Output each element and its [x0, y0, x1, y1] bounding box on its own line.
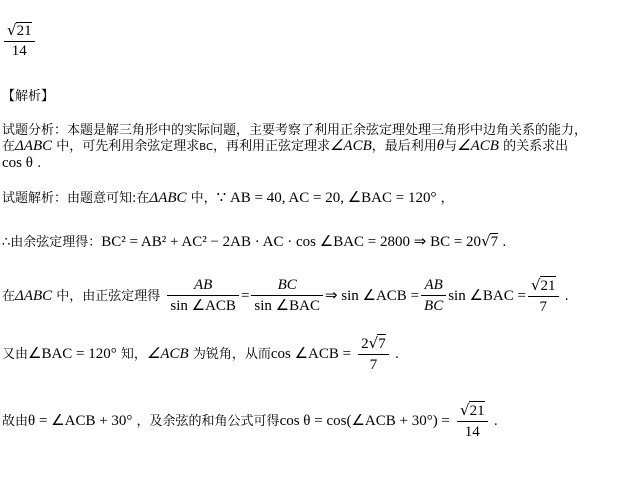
top-answer [2, 22, 37, 60]
top-answer-fraction: $\frac{√21}{14}$ [4, 22, 35, 60]
solution-line-2: ∴由余弦定理得：BC² = AB² + AC² − 2AB · AC · cos ∠BAC = 2800 ⇒ BC = 20√7 . [2, 232, 507, 250]
analysis-heading: 【解析】 [2, 89, 55, 104]
sine-law-fraction-2: $\frac{BC}{\text{sin ∠BAC}}$ [251, 276, 323, 315]
solution-line-3: 在ΔABC 中，由正弦定理得 $\frac{AB}{\text{sin ∠ACB}}$ = $\frac{BC}{\text{sin ∠BAC}}$ ⇒ sin ∠ACB = $\frac{AB}{BC}$ sin ∠BAC = $\frac{√21}{7}$ . [2, 275, 569, 315]
cos-theta-fraction: $\frac{√21}{14}$ [457, 401, 488, 441]
analysis-line-3: cos θ . [2, 155, 42, 171]
solution-line-1: 试题解析：由题意可知:在ΔABC 中，∵ AB = 40, AC = 20, ∠BAC = 120° ， [2, 190, 454, 206]
solution-line-4: 又由∠BAC = 120° 知，∠ACB 为锐角，从而cos ∠ACB = $\frac{2√7}{7}$ . [2, 333, 399, 373]
cos-acb-fraction: $\frac{2√7}{7}$ [358, 334, 389, 374]
sine-law-fraction-3: $\frac{AB}{BC}$ [421, 276, 446, 315]
sine-law-fraction-4: $\frac{√21}{7}$ [528, 276, 559, 316]
analysis-line-2: 在ΔABC 中，可先利用余弦定理求BC，再利用正弦定理求∠ACB，最后利用θ与∠ACB 的关系求出 [2, 138, 569, 154]
top-answer-denominator: 14 [11, 43, 27, 59]
triangle-abc: ΔABC [15, 138, 53, 154]
solution-line-5: 故由θ = ∠ACB + 30° ，及余弦的和角公式可得cos θ = cos(∠ACB + 30°) = $\frac{√21}{14}$ . [2, 400, 498, 440]
top-answer-numerator: 21 [16, 23, 32, 39]
sine-law-fraction-1: $\frac{AB}{\text{sin ∠ACB}}$ [167, 276, 239, 315]
analysis-line-1: 试题分析：本题是解三角形中的实际问题，主要考察了利用正余弦定理处理三角形中边角关系的能力， [2, 123, 588, 138]
